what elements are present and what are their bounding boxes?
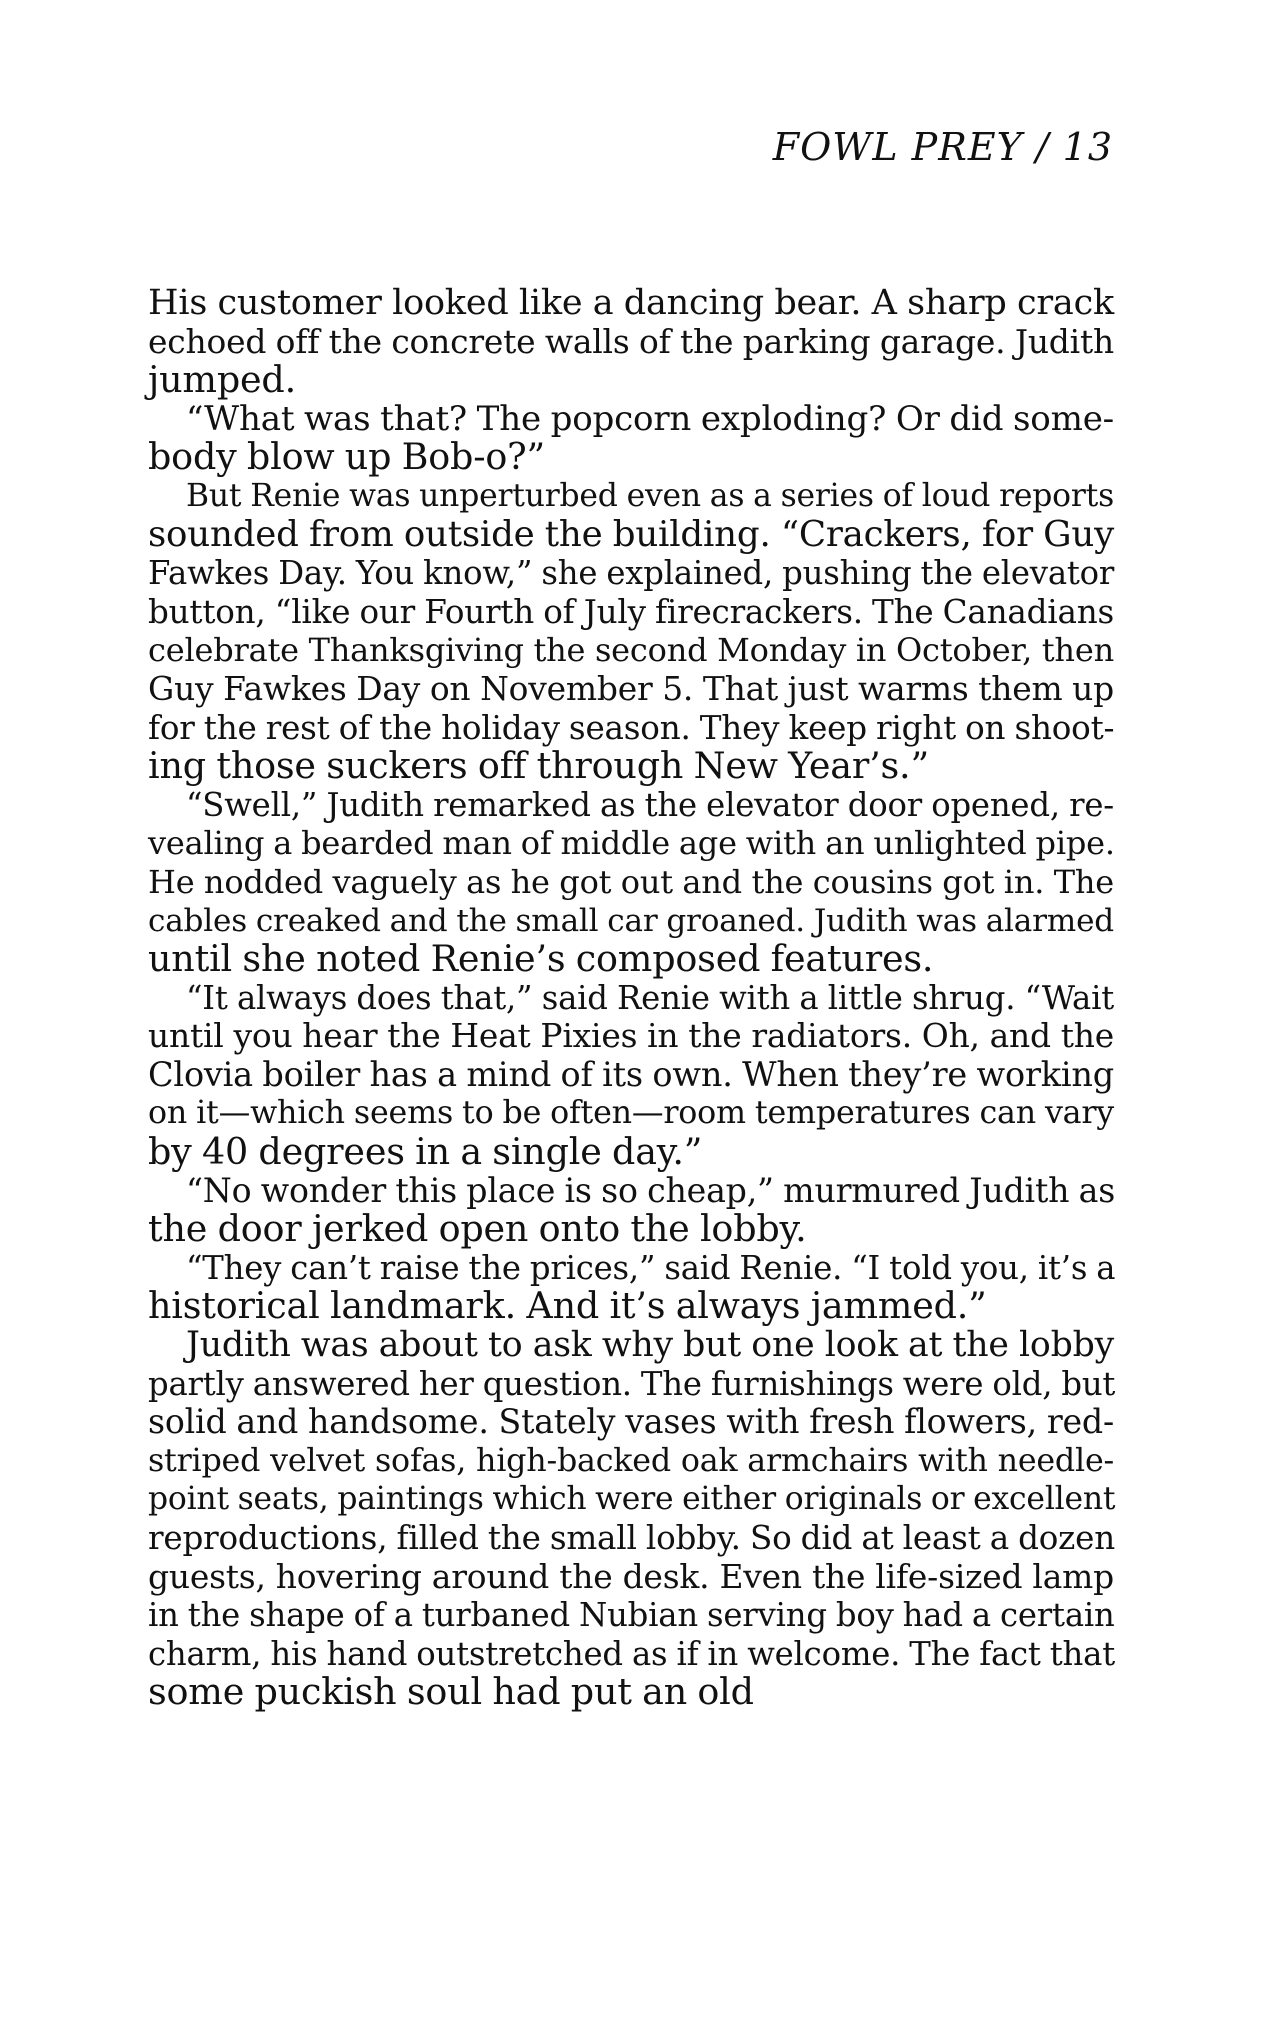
text-line: striped velvet sofas, high-backed oak armchairs with needle-	[148, 1442, 1114, 1479]
text-line: for the rest of the holiday season. They keep right on shoot-	[148, 708, 1115, 747]
text-line: Fawkes Day. You know,” she explained, pushing the elevator	[148, 554, 1115, 593]
text-line: vealing a bearded man of middle age with an unlighted pipe.	[148, 824, 1115, 863]
text-line: “It always does that,” said Renie with a little shrug. “Wait	[186, 978, 1114, 1017]
text-line: until she noted Renie’s composed features.	[148, 937, 934, 981]
text-line: until you hear the Heat Pixies in the radiators. Oh, and the	[148, 1016, 1114, 1056]
text-line: Judith was about to ask why but one look at the lobby	[186, 1325, 1114, 1366]
text-line: His customer looked like a dancing bear. A sharp crack	[148, 283, 1114, 323]
text-line: reproductions, filled the small lobby. So did at least a dozen	[148, 1519, 1115, 1557]
text-line: He nodded vaguely as he got out and the cousins got in. The	[148, 862, 1114, 901]
text-line: ing those suckers off through New Year’s.”	[148, 744, 929, 788]
text-line: button, “like our Fourth of July firecrackers. The Canadians	[148, 592, 1114, 631]
text-line: point seats, paintings which were either originals or excellent	[148, 1481, 1116, 1518]
text-line: on it—which seems to be often—room temperatures can vary	[148, 1095, 1114, 1132]
text-line: “What was that? The popcorn exploding? Or did some-	[186, 398, 1114, 439]
text-line: echoed off the concrete walls of the parking garage. Judith	[148, 321, 1114, 361]
text-line: by 40 degrees in a single day.”	[148, 1130, 703, 1174]
text-line: sounded from outside the building. “Crackers, for Guy	[148, 513, 1114, 555]
running-head: FOWL PREY / 13	[772, 125, 1113, 169]
text-line: solid and handsome. Stately vases with fresh flowers, red-	[148, 1402, 1114, 1442]
text-line: celebrate Thanksgiving the second Monday in October, then	[148, 631, 1114, 670]
text-line: “No wonder this place is so cheap,” murmured Judith as	[186, 1170, 1116, 1210]
text-line: But Renie was unperturbed even as a series of loud reports	[186, 477, 1114, 514]
text-line: the door jerked open onto the lobby.	[148, 1207, 807, 1251]
text-line: jumped.	[148, 358, 296, 402]
text-line: “Swell,” Judith remarked as the elevator door opened, re-	[186, 785, 1114, 824]
text-line: Guy Fawkes Day on November 5. That just warms them up	[148, 668, 1114, 708]
text-line: partly answered her question. The furnishings were old, but	[148, 1364, 1116, 1403]
text-line: historical landmark. And it’s always jammed.”	[148, 1284, 987, 1328]
text-line: guests, hovering around the desk. Even the life-sized lamp	[148, 1556, 1114, 1596]
text-line: charm, his hand outstretched as if in welcome. The fact that	[148, 1634, 1115, 1673]
text-line: body blow up Bob-o?”	[148, 435, 545, 479]
body-text	[148, 284, 1114, 1712]
text-line: Clovia boiler has a mind of its own. When they’re working	[148, 1054, 1114, 1094]
text-line: some puckish soul had put an old	[148, 1670, 754, 1714]
text-line: “They can’t raise the prices,” said Renie. “I told you, it’s a	[186, 1248, 1116, 1287]
text-line: cables creaked and the small car groaned. Judith was alarmed	[148, 902, 1114, 939]
text-line: in the shape of a turbaned Nubian serving boy had a certain	[148, 1596, 1115, 1635]
